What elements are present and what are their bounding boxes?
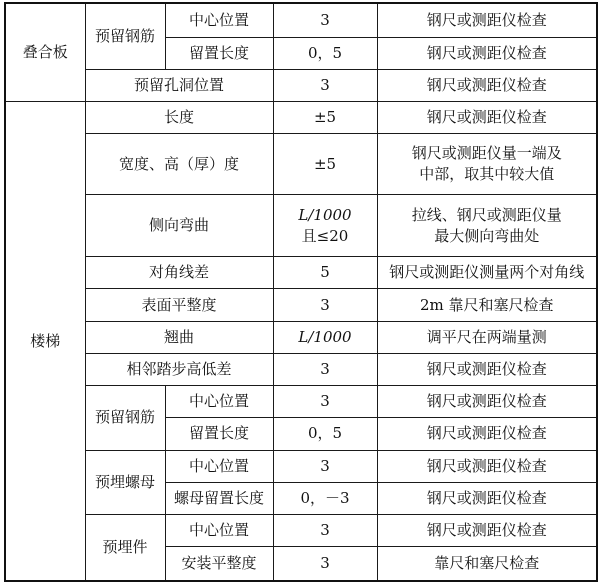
method-cell: 调平尺在两端量测 [377, 321, 597, 353]
item-cell: 长度 [85, 102, 273, 134]
method-cell: 靠尺和塞尺检查 [377, 547, 597, 581]
method-cell: 钢尺或测距仪检查 [377, 353, 597, 385]
item-cell: 中心位置 [165, 386, 273, 418]
tolerance-cell: L/1000 [273, 321, 377, 353]
table-row [5, 321, 597, 353]
table-row [5, 514, 597, 546]
tolerance-cell: 3 [273, 289, 377, 321]
tolerance-cell: 3 [273, 514, 377, 546]
method-line: 拉线、钢尺或测距仪量 [411, 205, 562, 224]
table-row [5, 257, 597, 289]
tolerance-cell [273, 194, 377, 256]
table-row [5, 194, 597, 256]
category-cell: 叠合板 [5, 3, 85, 102]
subcategory-cell: 预留钢筋 [85, 3, 165, 69]
table-row [5, 102, 597, 134]
item-cell: 中心位置 [165, 514, 273, 546]
method-cell: 钢尺或测距仪检查 [377, 102, 597, 134]
item-cell: 预留孔洞位置 [85, 69, 273, 101]
item-cell: 中心位置 [165, 450, 273, 482]
tolerance-cell: 3 [273, 69, 377, 101]
item-cell: 表面平整度 [85, 289, 273, 321]
tolerance-cell: 5 [273, 257, 377, 289]
item-cell: 翘曲 [85, 321, 273, 353]
tolerance-cell: 0，5 [273, 418, 377, 450]
table-row [5, 3, 597, 37]
item-cell: 安装平整度 [165, 547, 273, 581]
table-row [5, 134, 597, 194]
tolerance-cell: 0，5 [273, 37, 377, 69]
method-cell: 钢尺或测距仪检查 [377, 482, 597, 514]
tolerance-cell: 3 [273, 3, 377, 37]
item-cell: 对角线差 [85, 257, 273, 289]
tolerance-line: L/1000 [298, 205, 352, 224]
tolerance-cell: 3 [273, 353, 377, 385]
item-cell: 宽度、高（厚）度 [85, 134, 273, 194]
subcategory-cell: 预留钢筋 [85, 386, 165, 450]
method-cell: 钢尺或测距仪检查 [377, 418, 597, 450]
table-row [5, 353, 597, 385]
method-cell: 钢尺或测距仪检查 [377, 514, 597, 546]
subcategory-cell: 预埋螺母 [85, 450, 165, 514]
method-cell: 钢尺或测距仪检查 [377, 37, 597, 69]
method-cell [377, 134, 597, 194]
tolerance-cell: 3 [273, 450, 377, 482]
item-cell: 留置长度 [165, 418, 273, 450]
inspection-table [4, 2, 598, 582]
method-cell [377, 194, 597, 256]
tolerance-line: 且≤20 [301, 226, 349, 245]
method-line: 钢尺或测距仪量一端及 [411, 144, 562, 163]
category-cell: 楼梯 [5, 102, 85, 581]
table-row [5, 289, 597, 321]
tolerance-cell: ±5 [273, 134, 377, 194]
subcategory-cell: 预埋件 [85, 514, 165, 581]
tolerance-cell: 3 [273, 547, 377, 581]
method-line: 中部，取其中较大值 [419, 165, 555, 184]
method-line: 最大侧向弯曲处 [434, 226, 540, 245]
item-cell: 中心位置 [165, 3, 273, 37]
item-cell: 侧向弯曲 [85, 194, 273, 256]
method-cell: 钢尺或测距仪检查 [377, 386, 597, 418]
method-cell: 钢尺或测距仪测量两个对角线 [377, 257, 597, 289]
method-cell: 钢尺或测距仪检查 [377, 69, 597, 101]
method-cell: 钢尺或测距仪检查 [377, 3, 597, 37]
item-cell: 相邻踏步高低差 [85, 353, 273, 385]
tolerance-cell: ±5 [273, 102, 377, 134]
item-cell: 留置长度 [165, 37, 273, 69]
method-cell: 钢尺或测距仪检查 [377, 450, 597, 482]
method-cell: 2m 靠尺和塞尺检查 [377, 289, 597, 321]
item-cell: 螺母留置长度 [165, 482, 273, 514]
table-row [5, 386, 597, 418]
tolerance-cell: 0，－3 [273, 482, 377, 514]
table-row [5, 69, 597, 101]
table-row [5, 450, 597, 482]
tolerance-cell: 3 [273, 386, 377, 418]
